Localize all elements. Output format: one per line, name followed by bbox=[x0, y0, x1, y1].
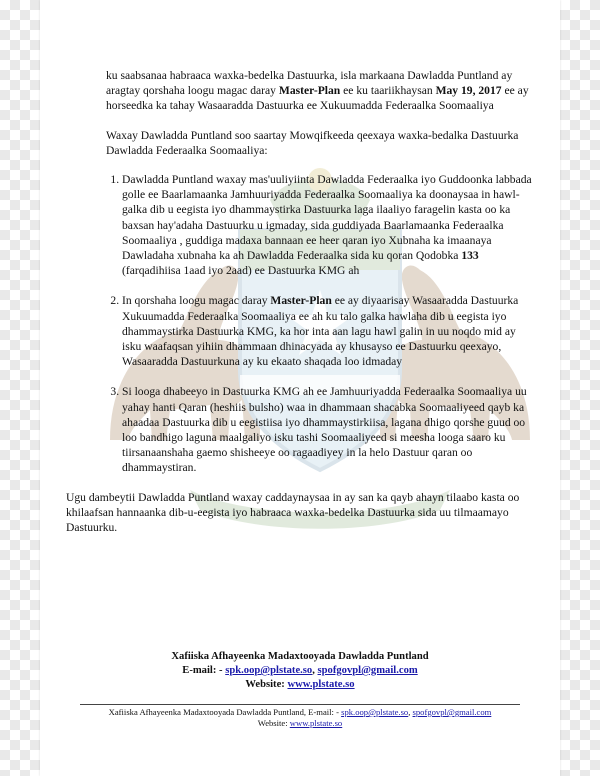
intro-paragraph bbox=[66, 68, 534, 114]
intro-date: May 19, 2017 bbox=[435, 84, 502, 98]
intro-text-3: ee ay horseedka ka tahay Wasaaradda Dastuurka ee Xukuumadda Federaalka Soomaaliya bbox=[106, 84, 529, 113]
list-item: 1. Dawladda Puntland waxay mas'uuliyiinta Dawladda Federaalka iyo Guddoonka labbada golle ee Baarlamaanka Jamhuuriyadda Federaalka Soomaaliya ka doonaysaa in hawl-galka dib u eegista iyo dhammaystirka Dastuurka laga ilaaliyo faragelin kasta oo ka baxsan hay'adaha Dastuurku u igmaday, sida guddiyada Baarlamaanka Federaalka Soomaaliya , guddiga madaxa bannaan ee heer qaran iyo Xubnaha ka imaanaya Dawladaha xubnaha ka ah Dawladda Federaalka sida ku qoran Qodobka 133 (farqadihiisa 1aad iyo 2aad) ee Dastuurka KMG ah bbox=[122, 172, 534, 278]
email-line: E-mail: - spk.oop@plstate.so, spofgovpl@gmail.com bbox=[182, 665, 418, 676]
office-name: Xafiiska Afhayeenka Madaxtooyada Dawladda Puntland bbox=[171, 651, 429, 662]
list-item: 3. Si looga dhabeeyo in Dastuurka KMG ah ee Jamhuuriyadda Federaalka Soomaaliya uu yahay hanti Qaran (heshiis bulsho) waa in dhammaan shacabka Soomaaliyeed qayb ka ahaadaa Dastuurka dib u eegistiisa iyo dhammaystirkiisa, lagana dhigo qorshe guud oo loo bandhigo laguna maalgaliyo isku tashi Soomaaliyeed si meesha looga saaro ku tiirsanaanshaha gaemo shisheeye oo ragaadiyey in la helo Dastuur qaran oo dhammaystiran. bbox=[122, 384, 534, 475]
website-line: Website: www.plstate.so bbox=[245, 679, 355, 690]
footer-website-link[interactable]: www.plstate.so bbox=[289, 718, 343, 728]
footer-divider bbox=[80, 704, 520, 705]
intro-master-plan: Master-Plan bbox=[278, 84, 341, 98]
website-link[interactable]: www.plstate.so bbox=[287, 679, 355, 690]
footer-email-link-2[interactable]: spofgovpl@gmail.com bbox=[412, 707, 492, 717]
signature-block bbox=[40, 650, 560, 692]
document-body bbox=[66, 68, 534, 535]
email-link-2[interactable]: spofgovpl@gmail.com bbox=[317, 665, 418, 676]
intro-text-1: ku saabsanaa habraaca waxka-bedelka Dastuurka, isla markaana Dawladda Puntland ay aragtay qorshaha loogu magac daray bbox=[106, 69, 513, 98]
position-list bbox=[66, 172, 534, 476]
closing-paragraph: Ugu dambeytii Dawladda Puntland waxay caddaynaysaa in ay san ka qayb ahayn tilaabo kasta oo khilaafsan hannaanka dib-u-eegista iyo habraaca waxka-bedelka Dastuurka sida uu tilmaamayo Dastuurku. bbox=[66, 490, 520, 535]
stance-paragraph: Waxay Dawladda Puntland soo saartay Mowqifkeeda qeexaya waxka-bedalka Dastuurka Dawladda Federaalka Soomaaliya: bbox=[106, 128, 519, 157]
footer-email-link-1[interactable]: spk.oop@plstate.so bbox=[341, 707, 409, 717]
list-item: 2. In qorshaha loogu magac daray Master-Plan ee ay diyaarisay Wasaaradda Dastuurka Xukuumadda Federaalka Soomaaliya ee ah ku talo galka hawlaha dib u eegista iyo dhammaystirka Dastuurka KMG, ka hor inta aan lagu hawl galin in uu noqdo mid ay isku waafaqsan yihiin dhammaan dhinacyada ay khusayso ee Dastuurku qeexayo, Wasaaradda Dastuurkuna ay ku ekaato shaqada loo idmaday bbox=[122, 293, 534, 369]
intro-text-2: ee ku taariikhaysan bbox=[340, 84, 436, 98]
page-footer: Xafiiska Afhayeenka Madaxtooyada Dawladda Puntland, E-mail: - spk.oop@plstate.so, spofgovpl@gmail.com Website: www.plstate.so bbox=[108, 707, 492, 728]
email-link-1[interactable]: spk.oop@plstate.so bbox=[225, 665, 313, 676]
